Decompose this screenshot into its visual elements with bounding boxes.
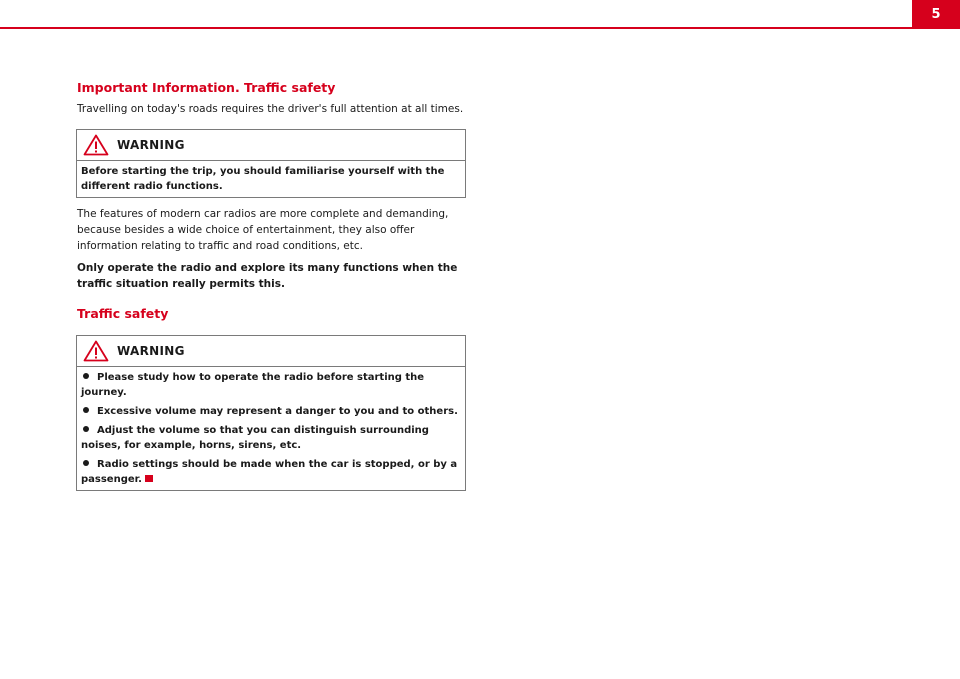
intro-text: Travelling on today's roads requires the driver's full attention at all times. xyxy=(77,103,464,115)
section-title: Important Information. Traffic safety xyxy=(77,80,336,95)
content-column xyxy=(77,80,466,499)
operate-paragraph: Only operate the radio and explore its many functions when the traffic situation really permits this. xyxy=(77,262,458,290)
warning-body: Before starting the trip, you should familiarise yourself with the different radio functions. xyxy=(81,166,445,192)
list-item xyxy=(81,370,461,400)
header-rule xyxy=(0,27,912,29)
list-item-text: Adjust the volume so that you can distinguish surrounding noises, for example, horns, sirens, etc. xyxy=(81,425,429,451)
warning-box-1 xyxy=(76,129,466,198)
warning-list xyxy=(81,370,461,487)
list-item xyxy=(81,423,461,453)
end-of-section-icon xyxy=(145,475,153,482)
warning-title: WARNING xyxy=(117,138,185,152)
bullet-icon xyxy=(83,460,89,466)
list-item-text: Please study how to operate the radio before starting the journey. xyxy=(81,372,425,398)
list-item xyxy=(81,404,461,419)
warning-body xyxy=(77,367,465,490)
warning-header xyxy=(77,336,465,367)
bullet-icon xyxy=(83,373,89,379)
warning-triangle-icon xyxy=(83,134,109,156)
page-number: 5 xyxy=(912,0,960,29)
bullet-icon xyxy=(83,407,89,413)
warning-triangle-icon xyxy=(83,340,109,362)
warning-header xyxy=(77,130,465,161)
warning-title: WARNING xyxy=(117,344,185,358)
subsection-title: Traffic safety xyxy=(77,306,169,321)
list-item xyxy=(81,457,461,487)
warning-box-2 xyxy=(76,335,466,491)
list-item-text: Excessive volume may represent a danger to you and to others. xyxy=(97,406,458,417)
list-item-text: Radio settings should be made when the car is stopped, or by a passenger. xyxy=(81,459,458,485)
features-paragraph: The features of modern car radios are more complete and demanding, because besides a wide choice of entertainment, they also offer information relating to traffic and road conditions, etc. xyxy=(77,208,449,252)
bullet-icon xyxy=(83,426,89,432)
